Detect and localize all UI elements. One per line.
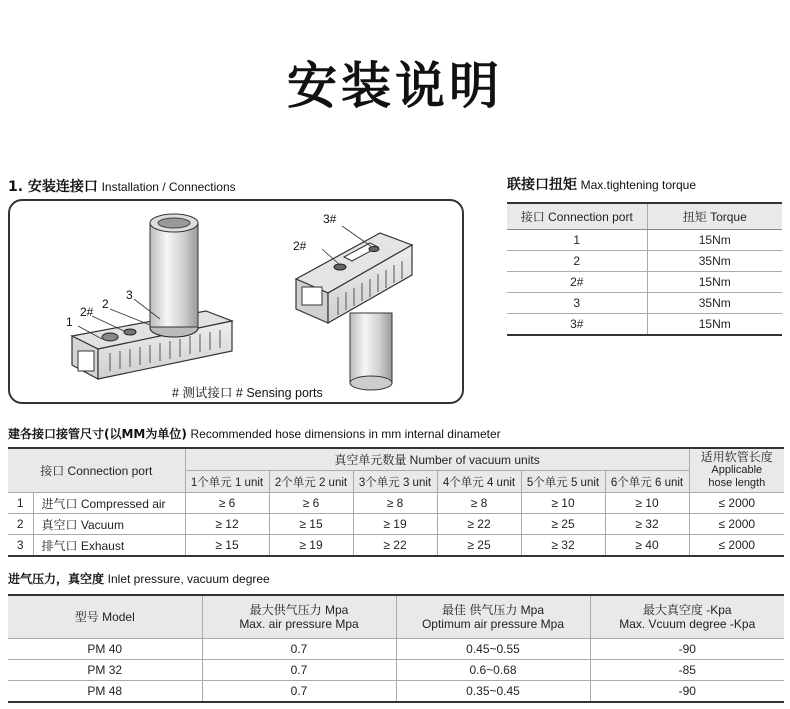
hose-row-no: 2 [8, 514, 33, 535]
torque-table [507, 202, 782, 336]
hose-unit-5: 5个单元 5 unit [521, 471, 605, 493]
torque-header-row [507, 203, 782, 230]
table-row [8, 681, 784, 703]
pressure-heading-en: Inlet pressure, vacuum degree [107, 572, 270, 586]
hose-unit-1: 1个单元 1 unit [185, 471, 269, 493]
torque-value: 35Nm [647, 251, 782, 272]
pressure-max: 0.7 [202, 660, 396, 681]
hose-length-cell: ≤ 2000 [689, 535, 784, 557]
torque-port: 3# [507, 314, 647, 336]
hose-col-length-en2: hose length [708, 477, 766, 489]
hose-cell: ≥ 8 [437, 493, 521, 514]
hose-heading [8, 425, 501, 442]
pressure-col-max-en: Max. air pressure Mpa [239, 617, 359, 631]
torque-col-torque: 扭矩 Torque [647, 203, 782, 230]
pressure-vacuum: -90 [590, 681, 784, 703]
torque-port: 1 [507, 230, 647, 251]
callout-port-2-sensing-right: 2# [293, 239, 307, 253]
pressure-model: PM 48 [8, 681, 202, 703]
pressure-header-row [8, 595, 784, 639]
torque-heading-cn: 联接口扭矩 [507, 177, 577, 193]
hose-cell: ≥ 10 [521, 493, 605, 514]
table-row [507, 230, 782, 251]
pressure-col-max [202, 595, 396, 639]
torque-value: 35Nm [647, 293, 782, 314]
pressure-optimum: 0.35~0.45 [396, 681, 590, 703]
hose-col-port: 接口 Connection port [8, 448, 185, 493]
hose-col-units: 真空单元数量 Number of vacuum units [185, 448, 689, 471]
table-row [507, 293, 782, 314]
hose-cell: ≥ 15 [269, 514, 353, 535]
pressure-model: PM 32 [8, 660, 202, 681]
hose-cell: ≥ 32 [521, 535, 605, 557]
table-row [8, 535, 784, 557]
pressure-optimum: 0.6~0.68 [396, 660, 590, 681]
hose-header-row-1 [8, 448, 784, 471]
callout-port-2-sensing: 2# [80, 305, 94, 319]
page-title: 安装说明 [287, 57, 503, 115]
pressure-col-model: 型号 Model [8, 595, 202, 639]
hose-cell: ≥ 6 [269, 493, 353, 514]
table-row [507, 251, 782, 272]
table-row [507, 314, 782, 336]
hose-length-cell: ≤ 2000 [689, 514, 784, 535]
hose-unit-4: 4个单元 4 unit [437, 471, 521, 493]
hose-heading-en: Recommended hose dimensions in mm internal dinameter [190, 427, 501, 441]
torque-port: 3 [507, 293, 647, 314]
hose-unit-2: 2个单元 2 unit [269, 471, 353, 493]
hose-unit-6: 6个单元 6 unit [605, 471, 689, 493]
hose-cell: ≥ 10 [605, 493, 689, 514]
pressure-col-vacuum [590, 595, 784, 639]
pressure-heading-cn: 进气压力，真空度 [8, 572, 105, 586]
pressure-max: 0.7 [202, 639, 396, 660]
pressure-table [8, 594, 784, 703]
left-device [72, 214, 232, 379]
callout-port-2: 2 [102, 297, 109, 311]
sensing-ports-cn: # 测试接口 [172, 386, 233, 400]
hose-cell: ≥ 19 [353, 514, 437, 535]
hose-col-length-en1: Applicable [711, 464, 763, 476]
hose-cell: ≥ 25 [521, 514, 605, 535]
installation-heading [8, 176, 236, 196]
hose-length-cell: ≤ 2000 [689, 493, 784, 514]
table-row [507, 272, 782, 293]
hose-row-name: 排气口 Exhaust [33, 535, 185, 557]
torque-port: 2 [507, 251, 647, 272]
installation-heading-en: Installation / Connections [101, 180, 236, 194]
hose-row-no: 3 [8, 535, 33, 557]
table-row [8, 514, 784, 535]
callout-port-3-sensing: 3# [323, 212, 337, 226]
hose-cell: ≥ 6 [185, 493, 269, 514]
callout-port-3: 3 [126, 288, 133, 302]
installation-heading-cn: 1. 安装连接口 [8, 179, 98, 195]
pressure-col-opt-en: Optimum air pressure Mpa [421, 617, 565, 631]
torque-value: 15Nm [647, 272, 782, 293]
right-device [296, 226, 412, 390]
hose-col-length-cn: 适用软管长度 [700, 450, 773, 464]
torque-value: 15Nm [647, 230, 782, 251]
torque-heading-en: Max.tightening torque [580, 178, 697, 192]
hose-cell: ≥ 25 [437, 535, 521, 557]
hose-unit-3: 3个单元 3 unit [353, 471, 437, 493]
pressure-vacuum: -85 [590, 660, 784, 681]
pressure-vacuum: -90 [590, 639, 784, 660]
pressure-model: PM 40 [8, 639, 202, 660]
hose-cell: ≥ 8 [353, 493, 437, 514]
pressure-col-max-cn: 最大供气压力 Mpa [249, 603, 349, 617]
installation-illustration [8, 199, 464, 404]
hose-cell: ≥ 15 [185, 535, 269, 557]
torque-col-port: 接口 Connection port [507, 203, 647, 230]
torque-value: 15Nm [647, 314, 782, 336]
pressure-col-vac-en: Max. Vcuum degree -Kpa [619, 617, 756, 631]
hose-cell: ≥ 22 [353, 535, 437, 557]
torque-port: 2# [507, 272, 647, 293]
callout-port-1: 1 [66, 315, 73, 329]
hose-cell: ≥ 22 [437, 514, 521, 535]
hose-table [8, 447, 784, 557]
pressure-heading [8, 570, 270, 587]
torque-heading [507, 174, 696, 194]
pressure-max: 0.7 [202, 681, 396, 703]
hose-col-length [689, 448, 784, 493]
hose-row-name: 进气口 Compressed air [33, 493, 185, 514]
hose-cell: ≥ 32 [605, 514, 689, 535]
hose-cell: ≥ 40 [605, 535, 689, 557]
sensing-ports-label [172, 383, 323, 401]
pressure-col-optimum [396, 595, 590, 639]
pressure-col-vac-cn: 最大真空度 -Kpa [642, 603, 732, 617]
table-row [8, 493, 784, 514]
hose-row-no: 1 [8, 493, 33, 514]
table-row [8, 660, 784, 681]
hose-cell: ≥ 19 [269, 535, 353, 557]
sensing-ports-en: # Sensing ports [235, 386, 323, 400]
device-drawing [10, 201, 464, 404]
hose-cell: ≥ 12 [185, 514, 269, 535]
hose-heading-cn: 建各接口接管尺寸(以MM为单位) [8, 427, 187, 441]
hose-row-name: 真空口 Vacuum [33, 514, 185, 535]
pressure-col-opt-cn: 最佳 供气压力 Mpa [441, 603, 544, 617]
pressure-optimum: 0.45~0.55 [396, 639, 590, 660]
table-row [8, 639, 784, 660]
